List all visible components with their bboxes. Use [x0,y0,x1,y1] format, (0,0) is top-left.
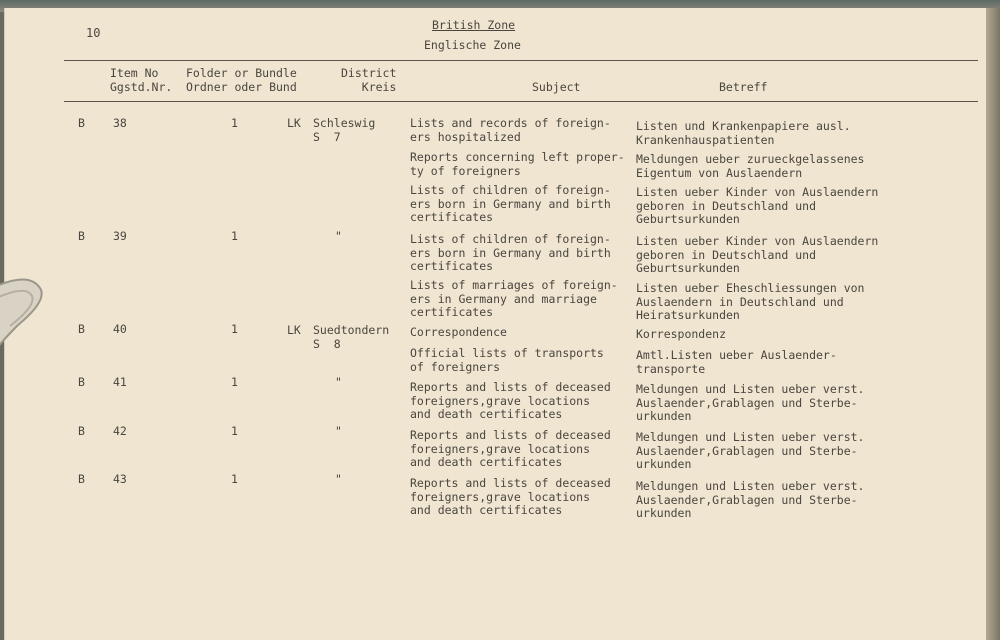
row-district: " [335,424,342,438]
row-kreis-prefix: LK [287,323,301,337]
row-subject: Lists of children of foreign- ers born in Germany and birth certificates [410,232,611,273]
row-subject: Reports and lists of deceased foreigners,grave locations and death certificates [410,476,611,517]
column-header-subject: Subject [532,80,581,94]
row-subject: Reports and lists of deceased foreigners,grave locations and death certificates [410,380,611,421]
row-letter: B [78,472,85,486]
row-item-number: 40 [113,322,127,336]
row-item-number: 39 [113,229,127,243]
row-district: " [335,375,342,389]
row-betreff: Meldungen und Listen ueber verst. Auslaender,Grablagen und Sterbe- urkunden [636,430,865,471]
page-number: 10 [86,26,101,40]
page-right-edge [986,8,1000,640]
row-district: " [335,229,342,243]
row-betreff: Meldungen und Listen ueber verst. Auslaender,Grablagen und Sterbe- urkunden [636,382,865,423]
row-betreff: Listen ueber Kinder von Auslaendern geboren in Deutschland und Geburtsurkunden [636,185,879,226]
subtitle: Englische Zone [424,38,521,52]
row-subject: Lists and records of foreign- ers hospitalized [410,116,611,144]
row-subject: Official lists of transports of foreigners [410,346,604,374]
row-folder: 1 [231,375,238,389]
row-subject: Reports concerning left proper- ty of foreigners [410,150,625,178]
column-header-folder: Folder or Bundle Ordner oder Bund [186,66,297,94]
row-subject: Reports and lists of deceased foreigners,grave locations and death certificates [410,428,611,469]
row-betreff: Listen ueber Kinder von Auslaendern geboren in Deutschland und Geburtsurkunden [636,234,879,275]
row-letter: B [78,229,85,243]
row-item-number: 42 [113,424,127,438]
column-header-betreff: Betreff [719,80,768,94]
paper-clip [0,270,58,370]
row-folder: 1 [231,472,238,486]
row-folder: 1 [231,116,238,130]
row-betreff: Listen ueber Eheschliessungen von Auslaendern in Deutschland und Heiratsurkunden [636,281,865,322]
row-district: " [335,472,342,486]
header-rule-top [64,60,978,61]
column-header-item: Item No Ggstd.Nr. [110,66,173,94]
row-letter: B [78,424,85,438]
row-betreff: Amtl.Listen ueber Auslaender- transporte [636,348,837,376]
row-item-number: 41 [113,375,127,389]
document-page [4,8,987,640]
column-header-district: District Kreis [341,66,397,94]
row-item-number: 43 [113,472,127,486]
row-betreff: Meldungen und Listen ueber verst. Auslaender,Grablagen und Sterbe- urkunden [636,479,865,520]
row-folder: 1 [231,229,238,243]
row-letter: B [78,322,85,336]
header-rule-bottom [64,101,978,102]
row-letter: B [78,375,85,389]
row-subject: Lists of children of foreign- ers born in Germany and birth certificates [410,183,611,224]
row-district: Suedtondern S 8 [313,323,390,351]
row-folder: 1 [231,322,238,336]
row-letter: B [78,116,85,130]
row-folder: 1 [231,424,238,438]
row-betreff: Korrespondenz [636,327,727,341]
row-subject: Correspondence [410,325,507,339]
row-betreff: Listen und Krankenpapiere ausl. Krankenhauspatienten [636,119,851,147]
title: British Zone [432,18,516,32]
row-district: Schleswig S 7 [313,116,376,144]
row-betreff: Meldungen ueber zurueckgelassenes Eigentum von Auslaendern [636,152,865,180]
row-kreis-prefix: LK [287,116,301,130]
row-subject: Lists of marriages of foreign- ers in Germany and marriage certificates [410,278,618,319]
row-item-number: 38 [113,116,127,130]
